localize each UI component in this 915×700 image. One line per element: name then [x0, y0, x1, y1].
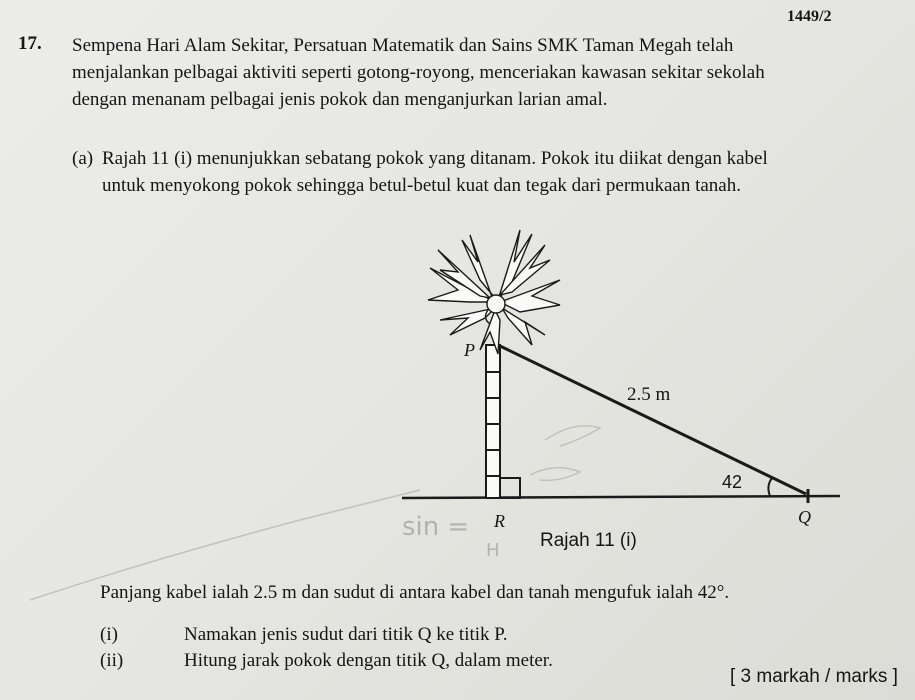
- question-number: 17.: [18, 33, 42, 54]
- pencil-marks: [30, 426, 600, 600]
- part-a-label: (a): [72, 148, 94, 169]
- subquestion-text: Namakan jenis sudut dari titik Q ke titik P.: [184, 624, 508, 645]
- intro-line: Sempena Hari Alam Sekitar, Persatuan Matematik dan Sains SMK Taman Megah telah: [72, 35, 734, 56]
- angle-label: 42: [722, 472, 743, 492]
- part-a-line: Rajah 11 (i) menunjukkan sebatang pokok yang ditanam. Pokok itu diikat dengan kabel: [102, 148, 768, 169]
- part-a-line: untuk menyokong pokok sehingga betul-betul kuat dan tegak dari permukaan tanah.: [102, 175, 741, 196]
- cable-length-label: 2.5 m: [627, 384, 671, 405]
- palm-crown: [428, 230, 560, 354]
- subquestion-number: (i): [100, 624, 118, 645]
- marks-allocation: [ 3 markah / marks ]: [730, 666, 898, 687]
- intro-line: menjalankan pelbagai aktiviti seperti gotong-royong, menceriakan kawasan sekitar sekolah: [72, 62, 765, 83]
- tree-trunk: [486, 345, 500, 498]
- label-q: Q: [798, 507, 811, 527]
- figure-caption: Rajah 11 (i): [540, 530, 637, 551]
- intro-line: dengan menanam pelbagai jenis pokok dan menganjurkan larian amal.: [72, 89, 608, 110]
- subquestion-number: (ii): [100, 650, 124, 671]
- subquestion-text: Hitung jarak pokok dengan titik Q, dalam meter.: [184, 650, 553, 671]
- handwritten-note: sin =: [402, 512, 470, 542]
- paper-code: 1449/2: [787, 8, 832, 25]
- support-cable: [500, 346, 806, 494]
- right-angle-marker: [500, 478, 520, 498]
- ground-line: [402, 496, 840, 498]
- angle-arc: [768, 478, 772, 496]
- given-information: Panjang kabel ialah 2.5 m dan sudut di antara kabel dan tanah mengufuk ialah 42°.: [100, 582, 730, 603]
- label-p: P: [464, 340, 475, 360]
- handwritten-note: H: [486, 540, 500, 561]
- label-r: R: [494, 511, 505, 531]
